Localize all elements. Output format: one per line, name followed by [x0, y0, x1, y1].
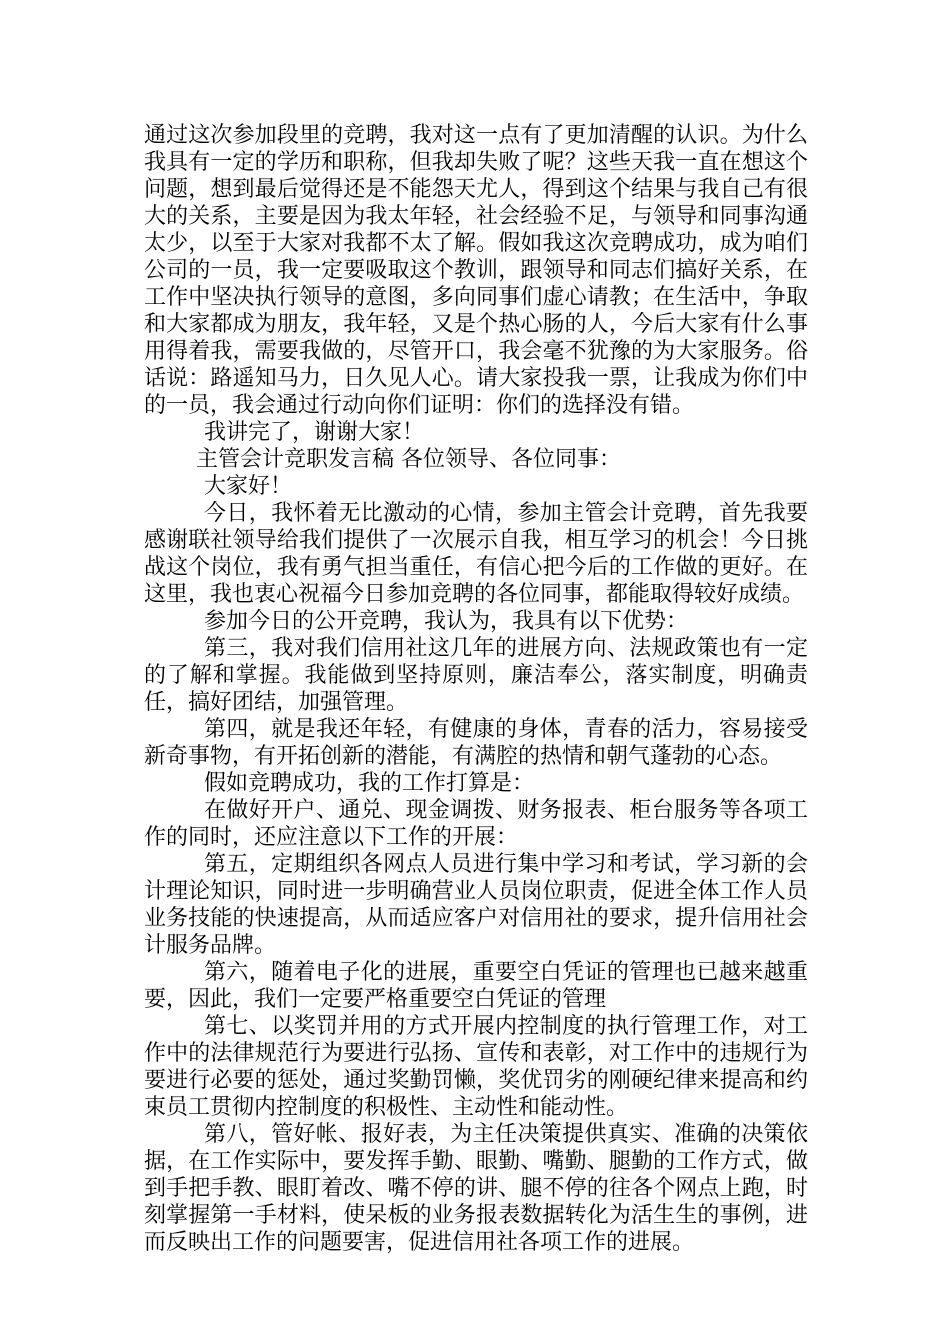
- paragraph-heading: 主管会计竞职发言稿 各位领导、各位同事：: [196, 447, 621, 472]
- paragraph-plan: 假如竞聘成功，我的工作打算是：: [204, 771, 535, 796]
- paragraph-advantages: 参加今日的公开竞聘，我认为，我具有以下优势：: [204, 609, 689, 634]
- paragraph-point-seven: 第七、以奖罚并用的方式开展内控制度的执行管理工作，对工作中的法律规范行为要进行弘扬、宣传和表彰，对工作中的违规行为要进行必要的惩处，通过奖勤罚懒，奖优罚劣的刚硬纪律来提高和约束员工贯彻内控制度的积极性、主动性和能动性。: [144, 1014, 808, 1120]
- paragraph-point-three: 第三，我对我们信用社这几年的进展方向、法规政策也有一定的了解和掌握。我能做到坚持原则，廉洁奉公，落实制度，明确责任，搞好团结，加强管理。: [144, 636, 808, 715]
- paragraph-point-five: 第五，定期组织各网点人员进行集中学习和考试，学习新的会计理论知识，同时进一步明确营业人员岗位职责，促进全体工作人员业务技能的快速提高，从而适应客户对信用社的要求，提升信用社会计服务品牌。: [144, 852, 808, 958]
- paragraph-opening: 通过这次参加段里的竞聘，我对这一点有了更加清醒的认识。为什么我具有一定的学历和职称，但我却失败了呢？这些天我一直在想这个问题，想到最后觉得还是不能怨天尤人，得到这个结果与我自己有很大的关系，主要是因为我太年轻，社会经验不足，与领导和同事沟通太少，以至于大家对我都不太了解。假如我这次竞聘成功，成为咱们公司的一员，我一定要吸取这个教训，跟领导和同志们搞好关系，在工作中坚决执行领导的意图，多向同事们虚心请教；在生活中，争取和大家都成为朋友，我年轻，又是个热心肠的人，今后大家有什么事用得着我，需要我做的，尽管开口，我会毫不犹豫的为大家服务。俗话说：路遥知马力，日久见人心。请大家投我一票，让我成为你们中的一员，我会通过行动向你们证明：你们的选择没有错。: [144, 123, 808, 418]
- paragraph-greeting: 大家好！: [204, 474, 293, 499]
- paragraph-point-four: 第四，就是我还年轻，有健康的身体，青春的活力，容易接受新奇事物，有开拓创新的潜能，有满腔的热情和朝气蓬勃的心态。: [144, 717, 808, 769]
- paragraph-point-eight: 第八，管好帐、报好表，为主任决策提供真实、准确的决策依据，在工作实际中，要发挥手勤、眼勤、嘴勤、腿勤的工作方式，做到手把手教、眼盯着改、嘴不停的讲、腿不停的往各个网点上跑，时刻掌握第一手材料，使呆板的业务报表数据转化为活生生的事例，进而反映出工作的问题要害，促进信用社各项工作的进展。: [144, 1122, 808, 1255]
- paragraph-plan-detail: 在做好开户、通兑、现金调拨、财务报表、柜台服务等各项工作的同时，还应注意以下工作的开展：: [144, 798, 808, 850]
- paragraph-intro: 今日，我怀着无比激动的心情，参加主管会计竞聘，首先我要感谢联社领导给我们提供了一次展示自我，相互学习的机会！今日挑战这个岗位，我有勇气担当重任，有信心把今后的工作做的更好。在这里，我也衷心祝福今日参加竞聘的各位同事，都能取得较好成绩。: [144, 501, 808, 607]
- paragraph-thanks: 我讲完了，谢谢大家！: [204, 420, 425, 445]
- paragraph-point-six: 第六，随着电子化的进展，重要空白凭证的管理也已越来越重要，因此，我们一定要严格重要空白凭证的管理: [144, 960, 808, 1012]
- document-body: [144, 122, 808, 1256]
